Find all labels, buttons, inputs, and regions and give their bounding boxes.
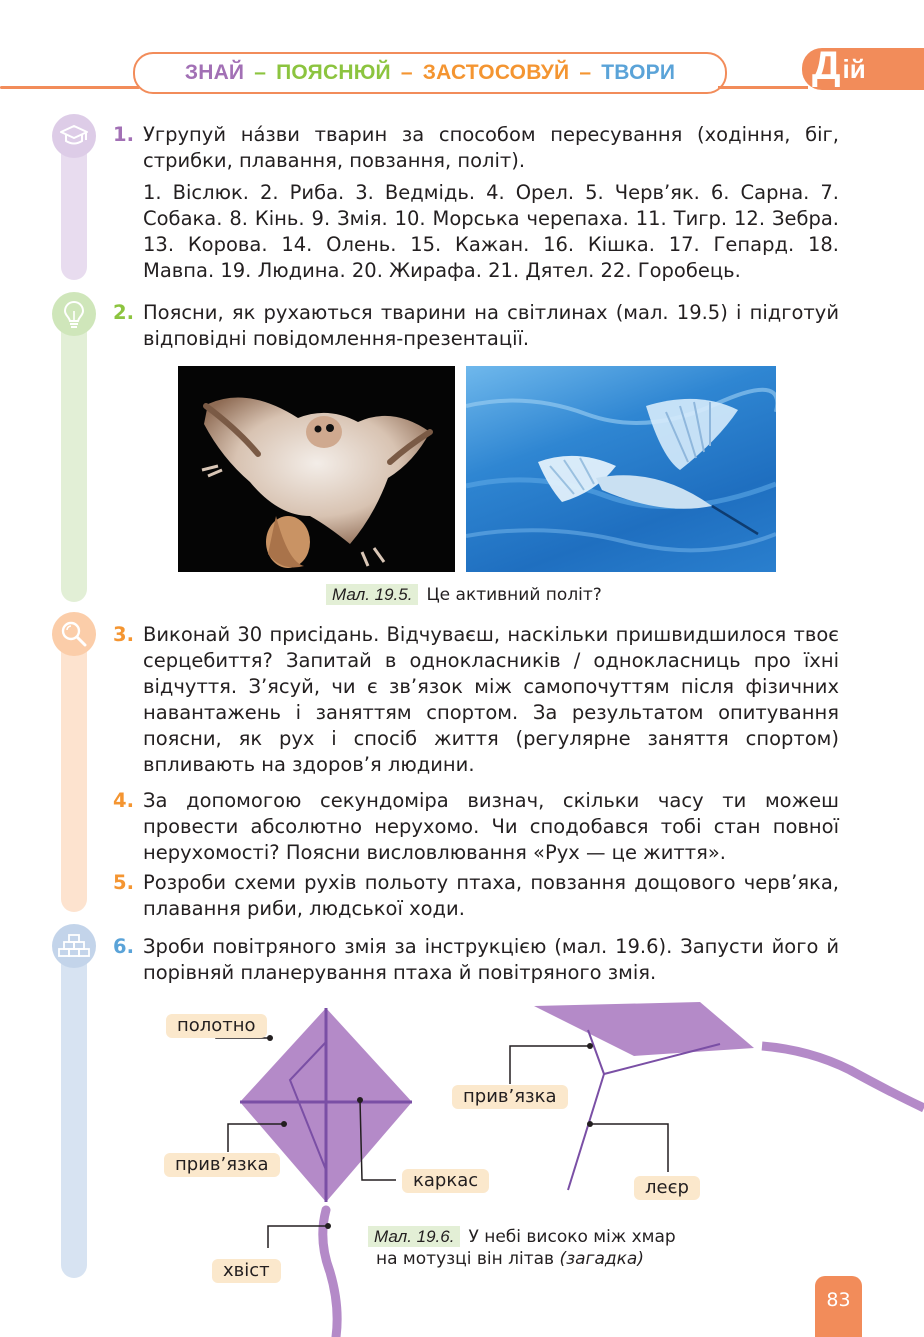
task-6 — [113, 934, 839, 986]
task-number: 5. — [113, 871, 134, 894]
header-word-apply: ЗАСТОСОВУЙ — [422, 61, 570, 84]
side-bar-apply — [61, 616, 87, 912]
label-canvas: полотно — [166, 1014, 267, 1038]
graduation-cap-icon — [52, 114, 96, 158]
header-banner — [133, 52, 727, 94]
side-kite-tail — [762, 1046, 924, 1108]
figure-caption-line2: на мотузці він літав — [376, 1249, 560, 1269]
task-3 — [113, 622, 839, 778]
figure-tag: Мал. 19.5. — [326, 584, 418, 605]
badge-initial: Д — [812, 44, 841, 88]
task-number: 2. — [113, 301, 134, 324]
header-dash: – — [254, 61, 267, 84]
task-text: Угрупуй на́зви тварин за способом пересування (ходіння, біг, стрибки, плавання, повзання, політ). — [143, 123, 839, 172]
task-text: Виконай 30 присідань. Відчуваєш, наскільки пришвидшилося твоє серцебиття? Запитай в однокласників / однокласниць про їхні відчуття. З’ясуй, чи є зв’язок між самопочуттям після фізичних навантажень і заняттям спортом. За результатом опитування поясни, як рух і спосіб життя (регулярне заняття спортом) впливають на здоров’я людини. — [143, 623, 839, 776]
figure-caption-text: Це активний політ? — [426, 585, 602, 605]
task-number: 6. — [113, 935, 134, 958]
section-badge-act — [802, 44, 924, 90]
side-kite-line — [568, 1074, 604, 1190]
task-1 — [113, 122, 839, 284]
label-bridle-front: прив’язка — [164, 1153, 280, 1177]
label-frame: каркас — [402, 1169, 489, 1193]
header-dash: – — [400, 61, 413, 84]
task-text: Розроби схеми рухів польоту птаха, повзання дощового черв’яка, плавання риби, людської ходи. — [143, 871, 839, 920]
task-number: 1. — [113, 123, 134, 146]
label-bridle-side: прив’язка — [452, 1085, 568, 1109]
side-kite-shape — [534, 1002, 754, 1056]
task-number: 3. — [113, 623, 134, 646]
header-word-create: ТВОРИ — [601, 61, 676, 84]
task-2 — [113, 300, 839, 352]
label-line: леєр — [634, 1176, 700, 1200]
flying-fish-photo — [466, 366, 776, 572]
header-word-explain: ПОЯСНЮЙ — [276, 61, 391, 84]
magnifier-icon — [52, 612, 96, 656]
flying-squirrel-photo — [178, 366, 455, 572]
figure-caption-riddle-note: (загадка) — [559, 1249, 644, 1269]
task-text: За допомогою секундоміра визнач, скільки часу ти можеш провести абсолютно нерухомо. Чи сподобався тобі стан повної нерухомості? Поясни висловлювання «Рух — це життя». — [143, 789, 839, 864]
task-5 — [113, 870, 839, 922]
task-text: Поясни, як рухаються тварини на світлинах (мал. 19.5) і підготуй відповідні повідомлення-презентації. — [143, 301, 839, 350]
figure-19-5-caption — [326, 584, 602, 606]
building-blocks-icon — [52, 924, 96, 968]
figure-19-6-caption — [368, 1226, 728, 1270]
header-dash: – — [579, 61, 592, 84]
task-text: Зроби повітряного змія за інструкцією (мал. 19.6). Запусти його й порівняй планерування птаха й повітряного змія. — [143, 935, 839, 984]
badge-rest: ій — [842, 53, 866, 84]
lightbulb-icon — [52, 292, 96, 336]
task-number: 4. — [113, 789, 134, 812]
figure-caption-line1: У небі високо між хмар — [468, 1227, 676, 1247]
side-bar-explain — [61, 296, 87, 602]
header-word-know: ЗНАЙ — [184, 61, 245, 84]
task-4 — [113, 788, 839, 866]
figure-tag: Мал. 19.6. — [368, 1226, 460, 1247]
header-rule-right — [718, 86, 808, 89]
animal-list: 1. Віслюк. 2. Риба. 3. Ведмідь. 4. Орел. 5. Черв’як. 6. Сарна. 7. Собака. 8. Кінь. 9. Змія. 10. Морська черепаха. 11. Тигр. 12. Зебра. 13. Корова. 14. Олень. 15. Кажан. 16. Кішка. 17. Гепард. 18. Мавпа. 19. Людина. 20. Жирафа. 21. Дятел. 22. Горобець. — [143, 181, 839, 282]
kite-diagram — [0, 990, 924, 1337]
kite-tail — [323, 1210, 337, 1337]
label-tail: хвіст — [212, 1259, 281, 1283]
page-number: 83 — [815, 1276, 862, 1337]
header-rule-left — [0, 86, 140, 89]
